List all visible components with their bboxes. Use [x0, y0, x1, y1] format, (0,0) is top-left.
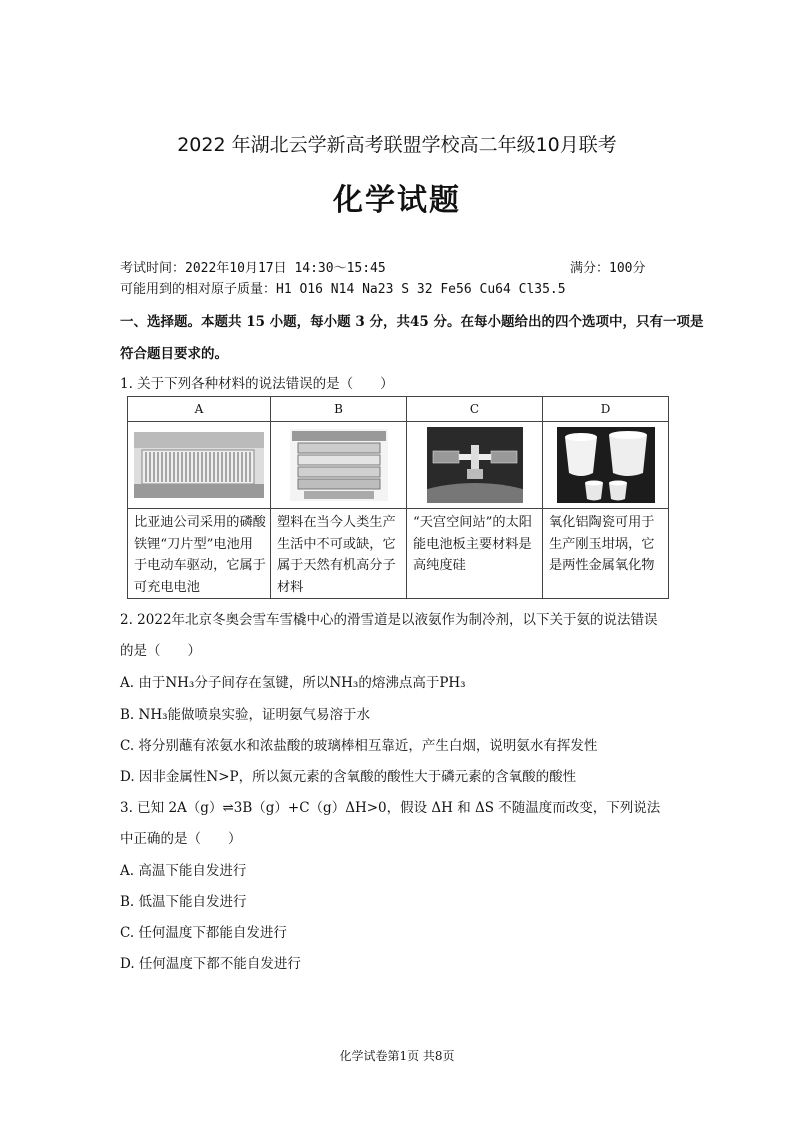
q2-option-c: C. 将分别蘸有浓氨水和浓盐酸的玻璃棒相互靠近，产生白烟，说明氨水有挥发性	[120, 738, 598, 754]
q1-header-b: B	[271, 397, 407, 422]
q3-option-c: C. 任何温度下都能自发进行	[120, 925, 287, 941]
exam-title: 2022 年湖北云学新高考联盟学校高二年级10月联考	[177, 134, 617, 156]
q2-option-a: A. 由于NH₃分子间存在氢键，所以NH₃的熔沸点高于PH₃	[120, 675, 466, 691]
q1-image-b	[271, 422, 407, 509]
q3-stem-line2: 中正确的是（ ）	[120, 831, 242, 847]
q1-image-c	[407, 422, 543, 509]
q1-option-c: “天宫空间站”的太阳能电池板主要材料是高纯度硅	[407, 509, 543, 599]
q1-option-a: 比亚迪公司采用的磷酸铁锂“刀片型”电池用于电动车驱动，它属于可充电电池	[128, 509, 271, 599]
plastic-containers-photo	[290, 429, 388, 501]
q2-option-d: D. 因非金属性N>P，所以氮元素的含氧酸的酸性大于磷元素的含氧酸的酸性	[120, 769, 577, 785]
exam-time: 考试时间：2022年10月17日 14:30～15:45	[120, 261, 386, 276]
q1-option-b: 塑料在当今人类生产生活中不可或缺，它属于天然有机高分子材料	[271, 509, 407, 599]
q1-image-a	[128, 422, 271, 509]
q2-stem-line1: 2. 2022年北京冬奥会雪车雪橇中心的滑雪道是以液氨作为制冷剂，以下关于氨的说法错误	[120, 612, 658, 628]
page-footer: 化学试卷第1页 共8页	[339, 1049, 455, 1063]
q1-header-d: D	[543, 397, 669, 422]
section-instruction-line1: 一、选择题。本题共 15 小题，每小题 3 分，共45 分。在每小题给出的四个选项中，只有一项是	[120, 314, 704, 330]
q1-option-d: 氧化铝陶瓷可用于生产刚玉坩埚，它是两性金属氧化物	[543, 509, 669, 599]
q1-image-d	[543, 422, 669, 509]
alumina-crucible-photo	[557, 427, 655, 503]
q3-stem-line1: 3. 已知 2A（g）⇌3B（g）+C（g）ΔH>0，假设 ΔH 和 ΔS 不随温度而改变，下列说法	[120, 800, 661, 816]
q1-stem: 1. 关于下列各种材料的说法错误的是（ ）	[120, 376, 394, 392]
q3-option-d: D. 任何温度下都不能自发进行	[120, 956, 301, 972]
atomic-masses: 可能用到的相对原子质量：H1 O16 N14 Na23 S 32 Fe56 Cu64 Cl35.5	[120, 282, 566, 297]
q1-header-a: A	[128, 397, 271, 422]
lithium-battery-photo	[134, 432, 264, 498]
q1-options-table	[127, 396, 669, 599]
q3-option-b: B. 低温下能自发进行	[120, 894, 247, 910]
q2-stem-line2: 的是（ ）	[120, 643, 201, 659]
subject-title: 化学试题	[333, 183, 461, 218]
section-instruction-line2: 符合题目要求的。	[120, 346, 228, 362]
q2-option-b: B. NH₃能做喷泉实验，证明氨气易溶于水	[120, 707, 371, 723]
space-station-photo	[427, 427, 523, 503]
q1-header-c: C	[407, 397, 543, 422]
q3-option-a: A. 高温下能自发进行	[120, 863, 247, 879]
full-score: 满分：100分	[570, 261, 646, 276]
